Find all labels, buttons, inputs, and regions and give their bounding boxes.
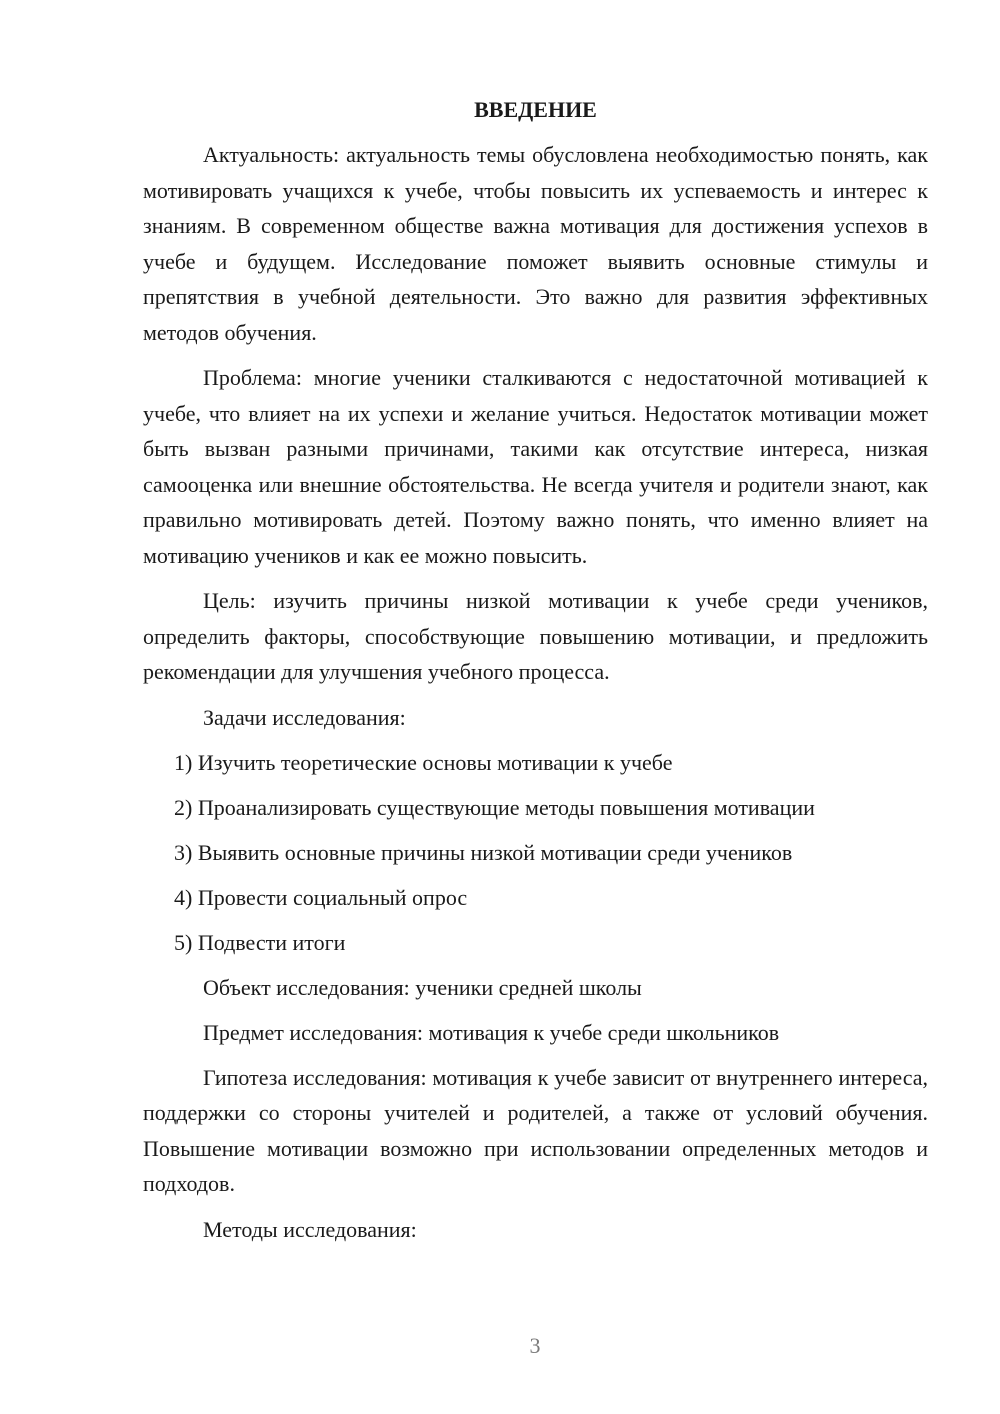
tasks-list — [143, 745, 928, 961]
tasks-heading: Задачи исследования: — [203, 704, 406, 730]
task-item: 2) Проанализировать существующие методы повышения мотивации — [174, 794, 815, 820]
page-number: 3 — [529, 1333, 541, 1358]
goal-paragraph: Цель: изучить причины низкой мотивации к учебе среди учеников, определить факторы, способствующие повышению мотивации, и предложить рекомендации для улучшения учебного процесса. — [143, 588, 928, 684]
page-content — [143, 92, 928, 1257]
section-title: ВВЕДЕНИЕ — [474, 97, 597, 122]
task-item: 3) Выявить основные причины низкой мотивации среди учеников — [174, 839, 793, 865]
task-item: 1) Изучить теоретические основы мотивации к учебе — [174, 749, 673, 775]
task-item: 4) Провести социальный опрос — [174, 884, 468, 910]
problem-paragraph: Проблема: многие ученики сталкиваются с недостаточной мотивацией к учебе, что влияет на их успехи и желание учиться. Недостаток мотивации может быть вызван разными причинами, такими как отсутствие интереса, низкая самооценка или внешние обстоятельства. Не всегда учителя и родители знают, как правильно мотивировать детей. Поэтому важно понять, что именно влияет на мотивацию учеников и как ее можно повысить. — [143, 365, 928, 568]
relevance-paragraph: Актуальность: актуальность темы обусловлена необходимостью понять, как мотивировать учащихся к учебе, чтобы повысить их успеваемость и интерес к знаниям. В современном обществе важна мотивация для достижения успехов в учебе и будущем. Исследование поможет выявить основные стимулы и препятствия в учебной деятельности. Это важно для развития эффективных методов обучения. — [143, 142, 928, 345]
object-line: Объект исследования: ученики средней школы — [203, 974, 642, 1000]
hypothesis-paragraph: Гипотеза исследования: мотивация к учебе зависит от внутреннего интереса, поддержки со стороны учителей и родителей, а также от условий обучения. Повышение мотивации возможно при использовании определенных методов и подходов. — [143, 1064, 928, 1196]
task-item: 5) Подвести итоги — [174, 929, 346, 955]
subject-line: Предмет исследования: мотивация к учебе среди школьников — [203, 1019, 780, 1045]
methods-heading: Методы исследования: — [203, 1216, 417, 1242]
